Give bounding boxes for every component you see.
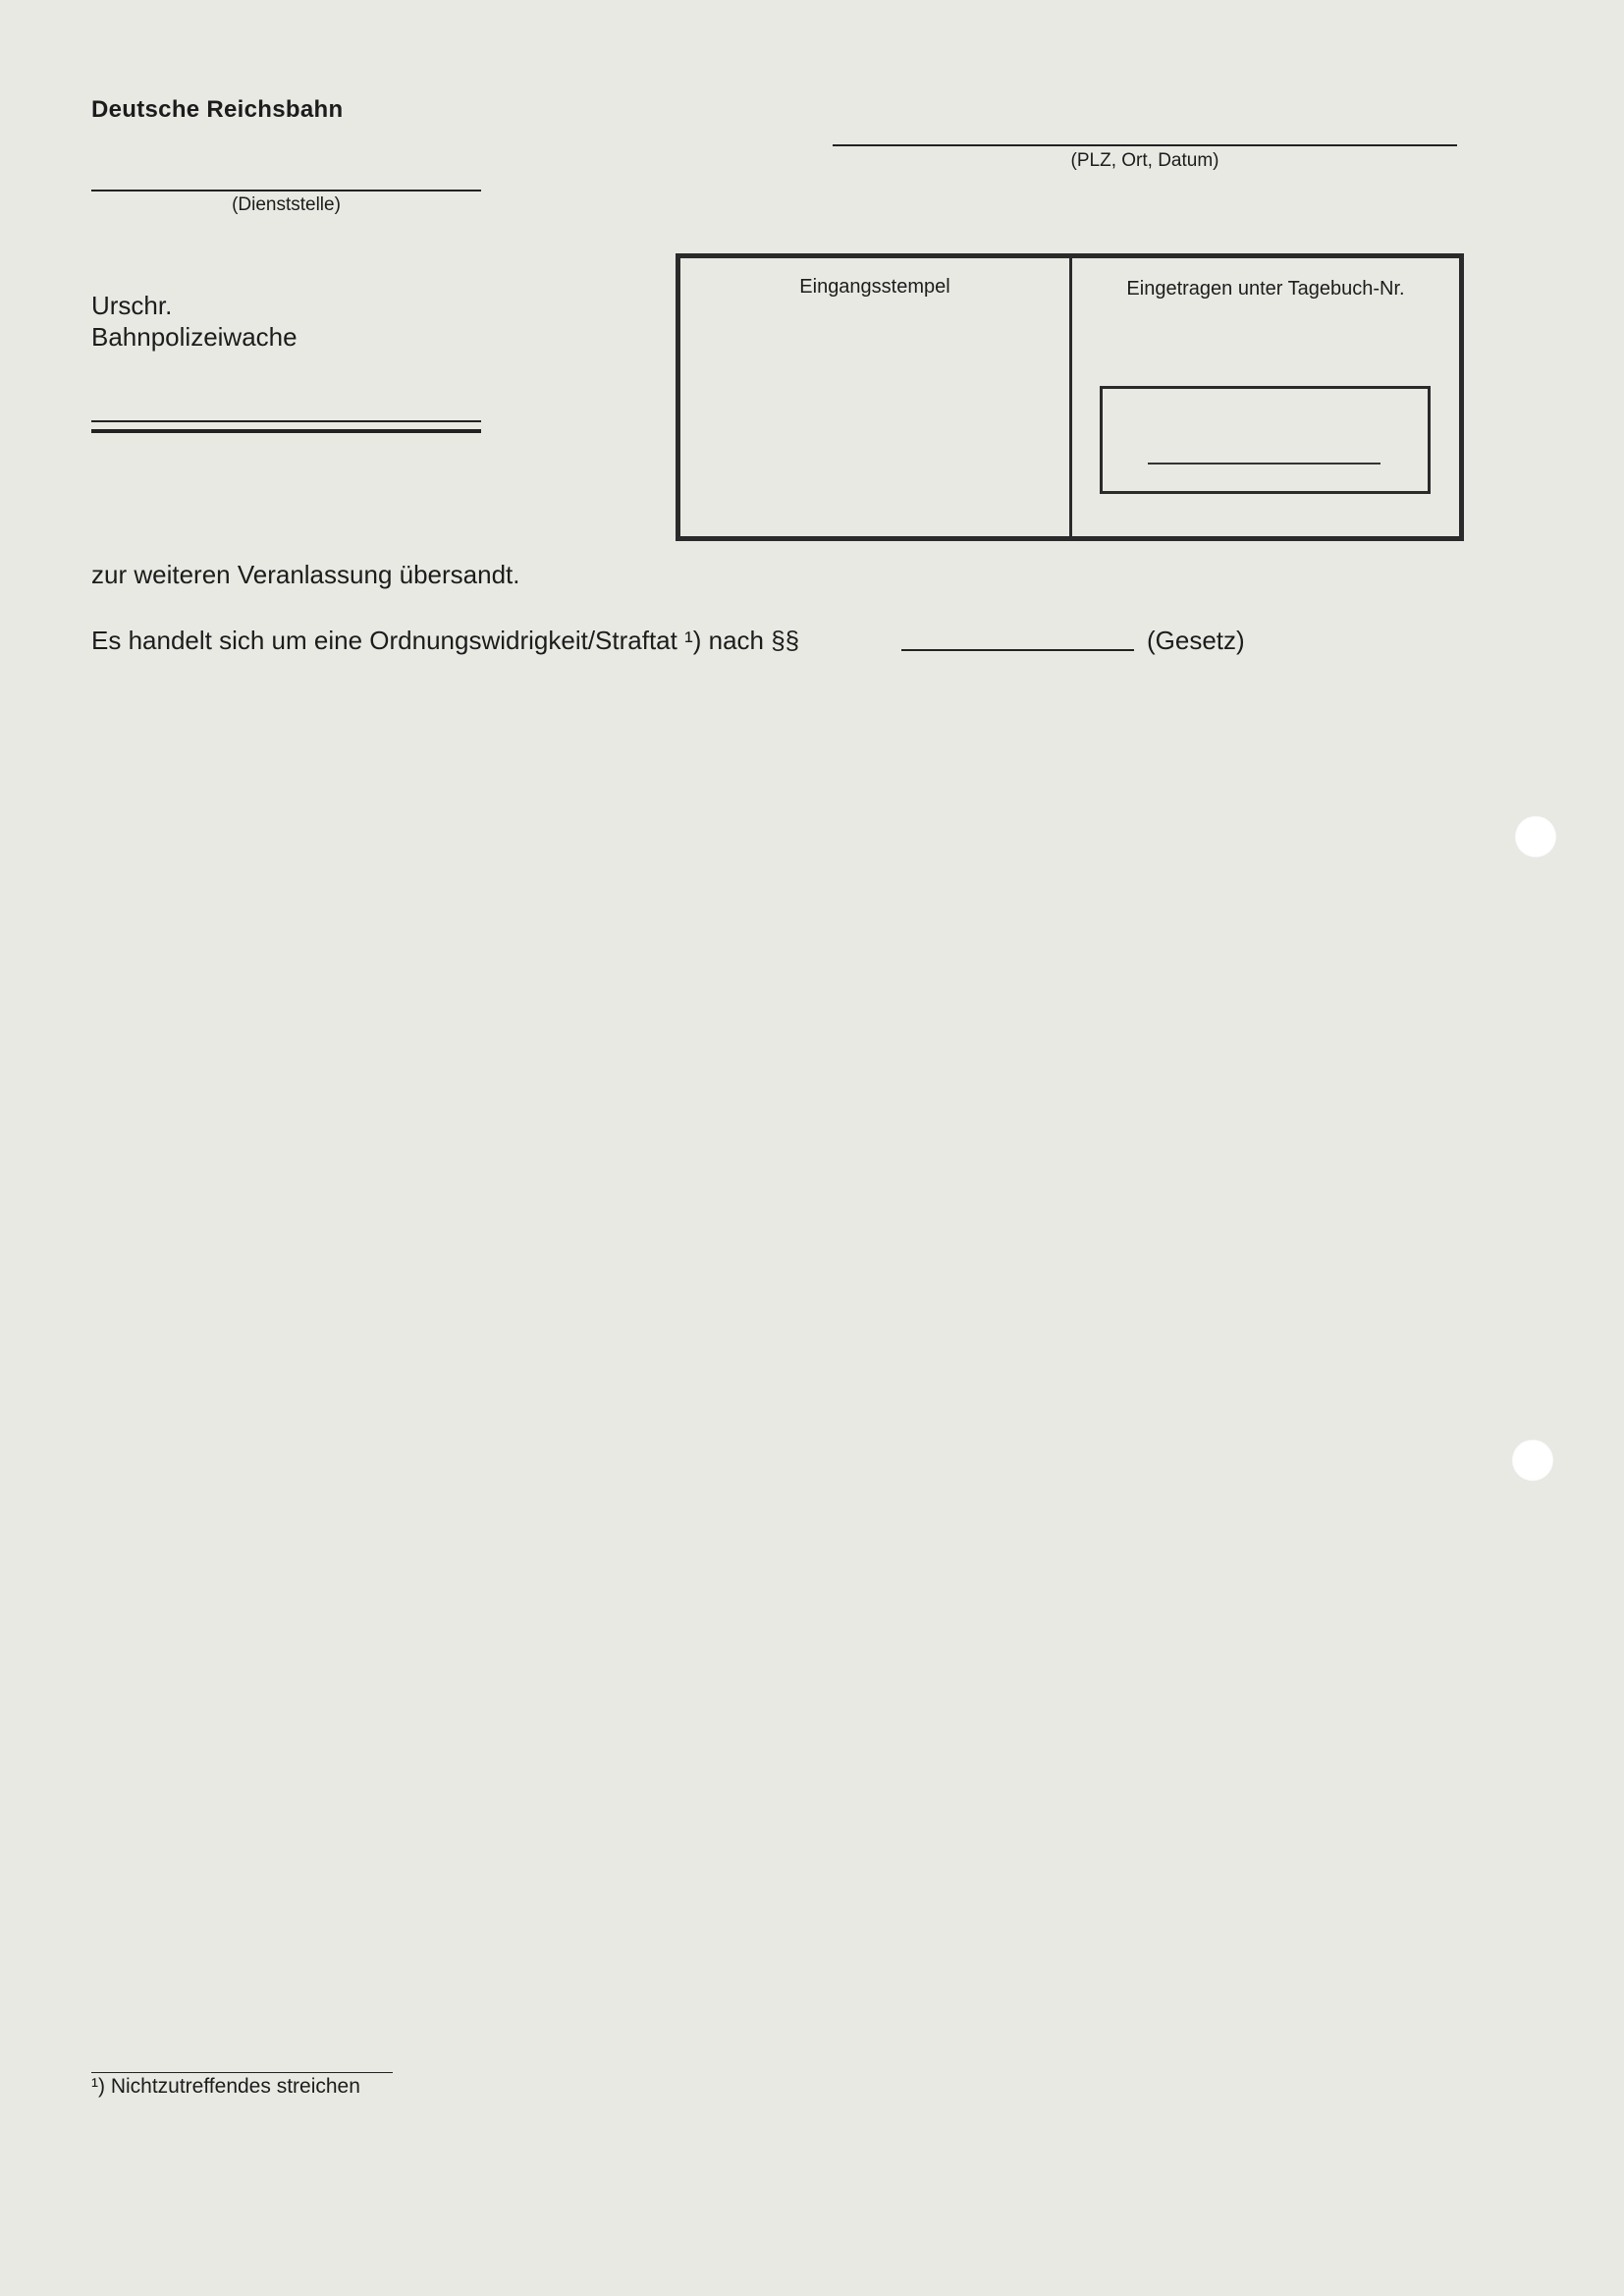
forwarded-text: zur weiteren Veranlassung übersandt.: [91, 560, 520, 589]
punch-hole-upper: [1514, 815, 1557, 858]
journal-number-box: [1100, 386, 1431, 494]
footnote-rule: [91, 2072, 393, 2073]
addressee-line-1: Urschr.: [91, 291, 173, 320]
journal-number-label: Eingetragen unter Tagebuch-Nr.: [1126, 278, 1405, 300]
journal-number-line: [1148, 463, 1380, 465]
offense-text: Es handelt sich um eine Ordnungswidrigkeit/Straftat ¹) nach §§: [91, 626, 800, 655]
dienststelle-caption: (Dienststelle): [232, 194, 341, 215]
punch-hole-lower: [1511, 1439, 1554, 1482]
footnote-text: ¹) Nichtzutreffendes streichen: [91, 2075, 360, 2098]
dienststelle-line: [91, 190, 481, 191]
organization-name: Deutsche Reichsbahn: [91, 96, 344, 123]
place-date-line: [833, 144, 1457, 146]
incoming-stamp-label: Eingangsstempel: [799, 276, 950, 298]
stamp-box: [676, 253, 1464, 541]
place-date-caption: (PLZ, Ort, Datum): [1070, 150, 1219, 171]
law-paragraph-line: [901, 649, 1134, 651]
addressee-line-lower: [91, 429, 481, 433]
law-caption: (Gesetz): [1147, 626, 1245, 655]
addressee-line-upper: [91, 420, 481, 422]
addressee-line-2: Bahnpolizeiwache: [91, 322, 298, 352]
